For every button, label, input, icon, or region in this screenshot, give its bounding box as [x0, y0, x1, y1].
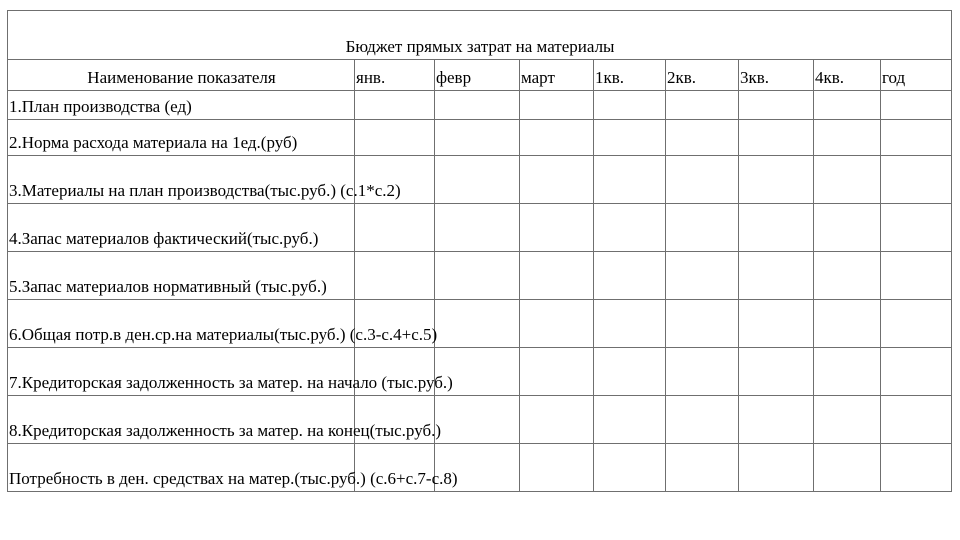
table-row [8, 300, 952, 348]
value-cell[interactable] [594, 156, 666, 204]
value-cell[interactable] [594, 300, 666, 348]
value-cell[interactable] [739, 348, 814, 396]
value-cell[interactable] [666, 300, 739, 348]
value-cell[interactable] [814, 91, 881, 120]
table-row [8, 91, 952, 120]
value-cell[interactable] [814, 156, 881, 204]
column-header-q1: 1кв. [594, 60, 666, 91]
table-row [8, 252, 952, 300]
indicator-name-header: Наименование показателя [8, 60, 355, 91]
value-cell[interactable] [739, 120, 814, 156]
value-cell[interactable] [666, 396, 739, 444]
value-cell[interactable] [355, 120, 435, 156]
column-header-q2: 2кв. [666, 60, 739, 91]
value-cell[interactable] [881, 252, 952, 300]
value-cell[interactable] [814, 348, 881, 396]
value-cell[interactable] [739, 204, 814, 252]
value-cell[interactable] [666, 156, 739, 204]
column-header-mar: март [520, 60, 594, 91]
value-cell[interactable] [355, 252, 435, 300]
value-cell[interactable] [881, 204, 952, 252]
value-cell[interactable] [520, 204, 594, 252]
value-cell[interactable] [814, 252, 881, 300]
table-row [8, 396, 952, 444]
value-cell[interactable] [881, 348, 952, 396]
row-label: Потребность в ден. средствах на матер.(тыс.руб.) (с.6+с.7-с.8) [8, 444, 355, 492]
row-label: 2.Норма расхода материала на 1ед.(руб) [8, 120, 355, 156]
value-cell[interactable] [435, 156, 520, 204]
value-cell[interactable] [666, 120, 739, 156]
value-cell[interactable] [881, 91, 952, 120]
value-cell[interactable] [666, 252, 739, 300]
value-cell[interactable] [881, 300, 952, 348]
value-cell[interactable] [881, 396, 952, 444]
row-label: 4.Запас материалов фактический(тыс.руб.) [8, 204, 355, 252]
row-label: 6.Общая потр.в ден.ср.на материалы(тыс.руб.) (с.3-с.4+с.5) [8, 300, 355, 348]
value-cell[interactable] [435, 91, 520, 120]
row-label: 1.План производства (ед) [8, 91, 355, 120]
materials-budget-table [7, 10, 952, 492]
column-header-feb: февр [435, 60, 520, 91]
column-header-year: год [881, 60, 952, 91]
value-cell[interactable] [881, 444, 952, 492]
value-cell[interactable] [435, 252, 520, 300]
value-cell[interactable] [739, 444, 814, 492]
value-cell[interactable] [594, 444, 666, 492]
row-label: 5.Запас материалов нормативный (тыс.руб.) [8, 252, 355, 300]
value-cell[interactable] [666, 204, 739, 252]
table-row [8, 444, 952, 492]
value-cell[interactable] [814, 300, 881, 348]
value-cell[interactable] [814, 396, 881, 444]
value-cell[interactable] [739, 91, 814, 120]
value-cell[interactable] [435, 300, 520, 348]
row-label: 8.Кредиторская задолженность за матер. на конец(тыс.руб.) [8, 396, 355, 444]
table-row [8, 156, 952, 204]
column-header-jan: янв. [355, 60, 435, 91]
value-cell[interactable] [435, 120, 520, 156]
value-cell[interactable] [594, 252, 666, 300]
value-cell[interactable] [594, 120, 666, 156]
value-cell[interactable] [666, 444, 739, 492]
value-cell[interactable] [666, 91, 739, 120]
value-cell[interactable] [435, 204, 520, 252]
value-cell[interactable] [739, 396, 814, 444]
value-cell[interactable] [594, 348, 666, 396]
value-cell[interactable] [520, 300, 594, 348]
table-row [8, 348, 952, 396]
value-cell[interactable] [520, 156, 594, 204]
table-row [8, 204, 952, 252]
value-cell[interactable] [355, 204, 435, 252]
value-cell[interactable] [881, 120, 952, 156]
row-label: 7.Кредиторская задолженность за матер. на начало (тыс.руб.) [8, 348, 355, 396]
value-cell[interactable] [739, 156, 814, 204]
value-cell[interactable] [881, 156, 952, 204]
value-cell[interactable] [520, 252, 594, 300]
value-cell[interactable] [594, 204, 666, 252]
value-cell[interactable] [594, 91, 666, 120]
value-cell[interactable] [520, 396, 594, 444]
value-cell[interactable] [594, 396, 666, 444]
value-cell[interactable] [814, 120, 881, 156]
value-cell[interactable] [814, 444, 881, 492]
column-header-q4: 4кв. [814, 60, 881, 91]
table-body [8, 91, 952, 492]
value-cell[interactable] [666, 348, 739, 396]
table-row [8, 120, 952, 156]
value-cell[interactable] [520, 348, 594, 396]
column-header-q3: 3кв. [739, 60, 814, 91]
value-cell[interactable] [520, 91, 594, 120]
value-cell[interactable] [520, 444, 594, 492]
value-cell[interactable] [739, 252, 814, 300]
value-cell[interactable] [739, 300, 814, 348]
row-label: 3.Материалы на план производства(тыс.руб.) (с.1*с.2) [8, 156, 355, 204]
table-title: Бюджет прямых затрат на материалы [8, 11, 952, 60]
value-cell[interactable] [355, 91, 435, 120]
value-cell[interactable] [814, 204, 881, 252]
value-cell[interactable] [520, 120, 594, 156]
value-cell[interactable] [435, 396, 520, 444]
